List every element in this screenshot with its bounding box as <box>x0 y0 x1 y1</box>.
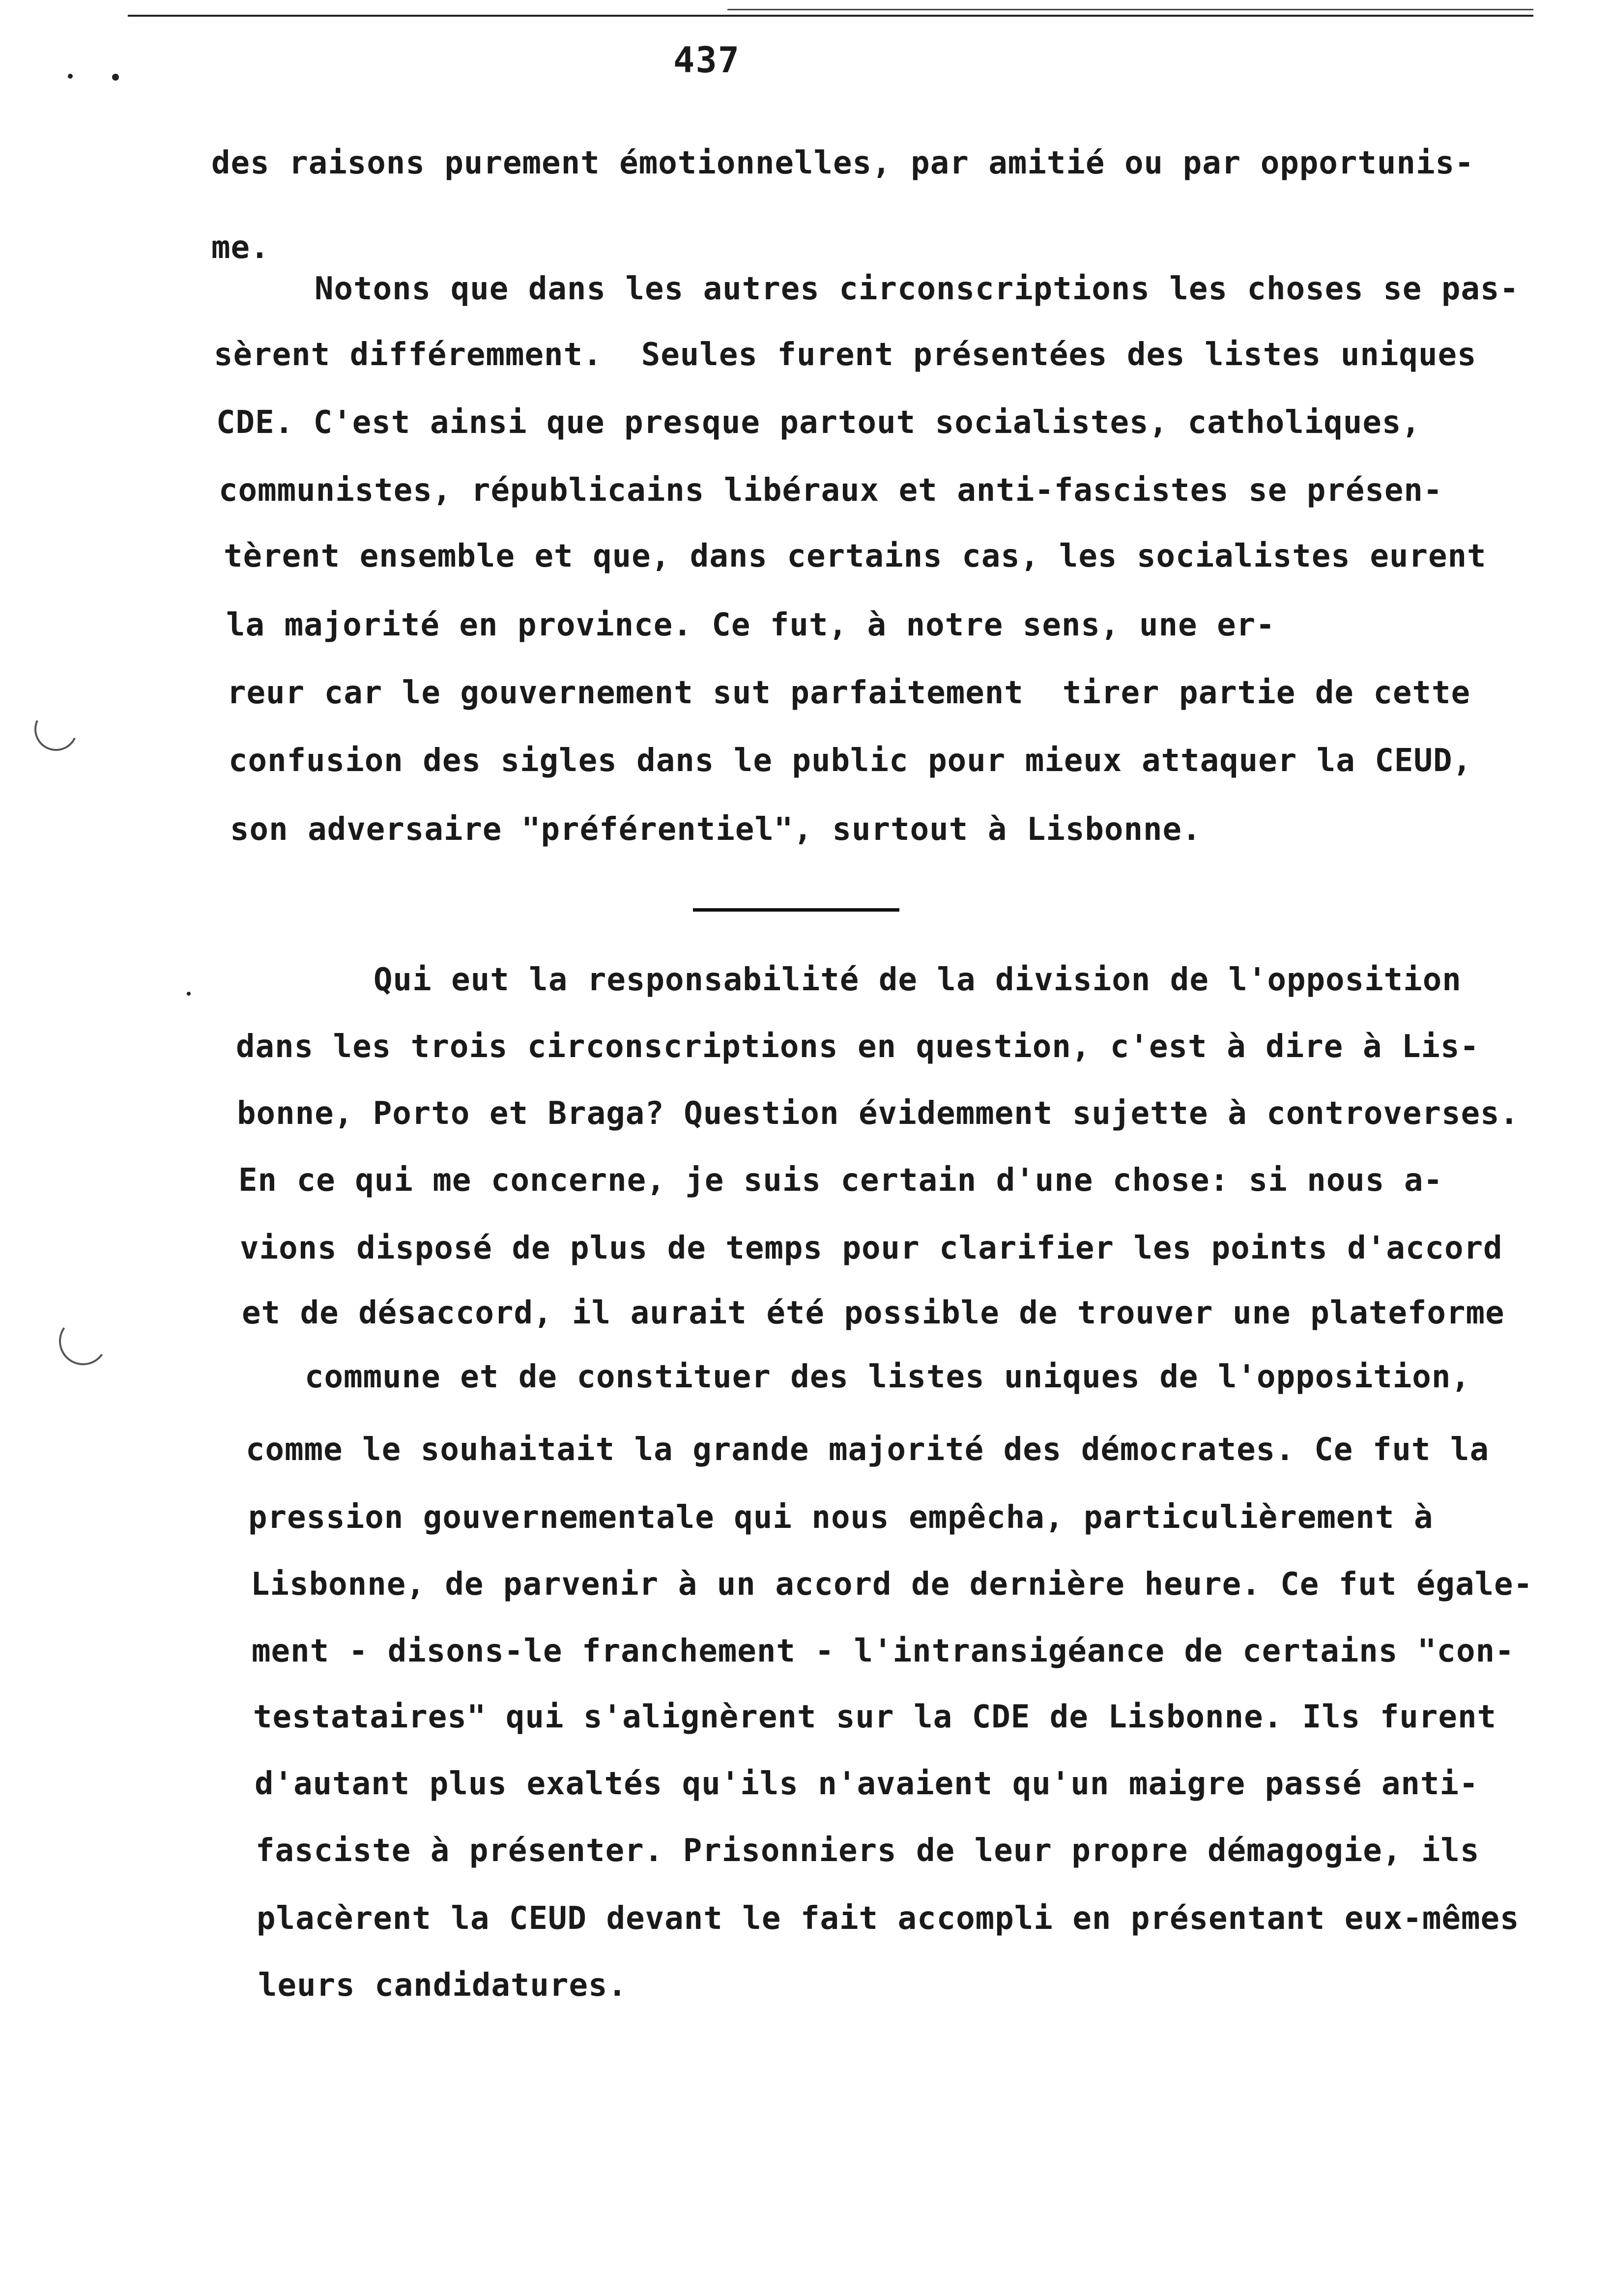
margin-speck <box>112 74 119 81</box>
text-line: Notons que dans les autres circonscriptions les choses se pas- <box>315 271 1519 307</box>
text-line: et de désaccord, il aurait été possible de trouver une plateforme <box>242 1295 1505 1331</box>
margin-speck <box>187 992 191 996</box>
scan-artifact-line <box>727 9 1533 10</box>
text-line: vions disposé de plus de temps pour clarifier les points d'accord <box>240 1230 1503 1266</box>
text-line: CDE. C'est ainsi que presque partout socialistes, catholiques, <box>216 404 1421 441</box>
text-line: Lisbonne, de parvenir à un accord de dernière heure. Ce fut égale- <box>251 1566 1533 1603</box>
margin-speck <box>68 74 73 79</box>
text-line: En ce qui me concerne, je suis certain d'une chose: si nous a- <box>238 1162 1443 1199</box>
punch-hole-mark <box>55 1313 111 1369</box>
text-line: bonne, Porto et Braga? Question évidemment sujette à controverses. <box>237 1095 1520 1132</box>
text-line: d'autant plus exaltés qu'ils n'avaient qu'un maigre passé anti- <box>255 1766 1479 1802</box>
text-line: communistes, républicains libéraux et anti-fascistes se présen- <box>219 472 1443 509</box>
text-line: la majorité en province. Ce fut, à notre sens, une er- <box>226 607 1275 643</box>
text-line: comme le souhaitait la grande majorité des démocrates. Ce fut la <box>246 1432 1489 1468</box>
text-line: me. <box>211 230 270 266</box>
text-line: placèrent la CEUD devant le fait accompli en présentant eux-mêmes <box>257 1900 1520 1937</box>
punch-hole-mark <box>29 702 84 757</box>
text-line: reur car le gouvernement sut parfaitement tirer partie de cette <box>227 675 1470 711</box>
text-line: pression gouvernementale qui nous empêcha, particulièrement à <box>248 1499 1434 1536</box>
text-line: leurs candidatures. <box>258 1967 628 2004</box>
text-line: testataires" qui s'alignèrent sur la CDE de Lisbonne. Ils furent <box>253 1699 1497 1735</box>
text-line: tèrent ensemble et que, dans certains cas, les socialistes eurent <box>224 538 1487 574</box>
text-line: Qui eut la responsabilité de la division de l'opposition <box>374 962 1462 998</box>
text-line: ment - disons-le franchement - l'intransigéance de certains "con- <box>252 1633 1515 1669</box>
text-line: des raisons purement émotionnelles, par amitié ou par opportunis- <box>211 145 1474 181</box>
scan-artifact-line <box>128 15 1533 17</box>
text-line: sèrent différemment. Seules furent présentées des listes uniques <box>214 337 1477 373</box>
text-line: fasciste à présenter. Prisonniers de leur propre démagogie, ils <box>256 1833 1480 1869</box>
text-line: son adversaire "préférentiel", surtout à Lisbonne. <box>230 811 1202 848</box>
page-number: 437 <box>673 39 741 81</box>
text-line: dans les trois circonscriptions en question, c'est à dire à Lis- <box>236 1029 1479 1065</box>
text-line: confusion des sigles dans le public pour mieux attaquer la CEUD, <box>229 743 1472 779</box>
text-line: commune et de constituer des listes uniques de l'opposition, <box>305 1359 1470 1395</box>
section-divider <box>693 908 899 912</box>
